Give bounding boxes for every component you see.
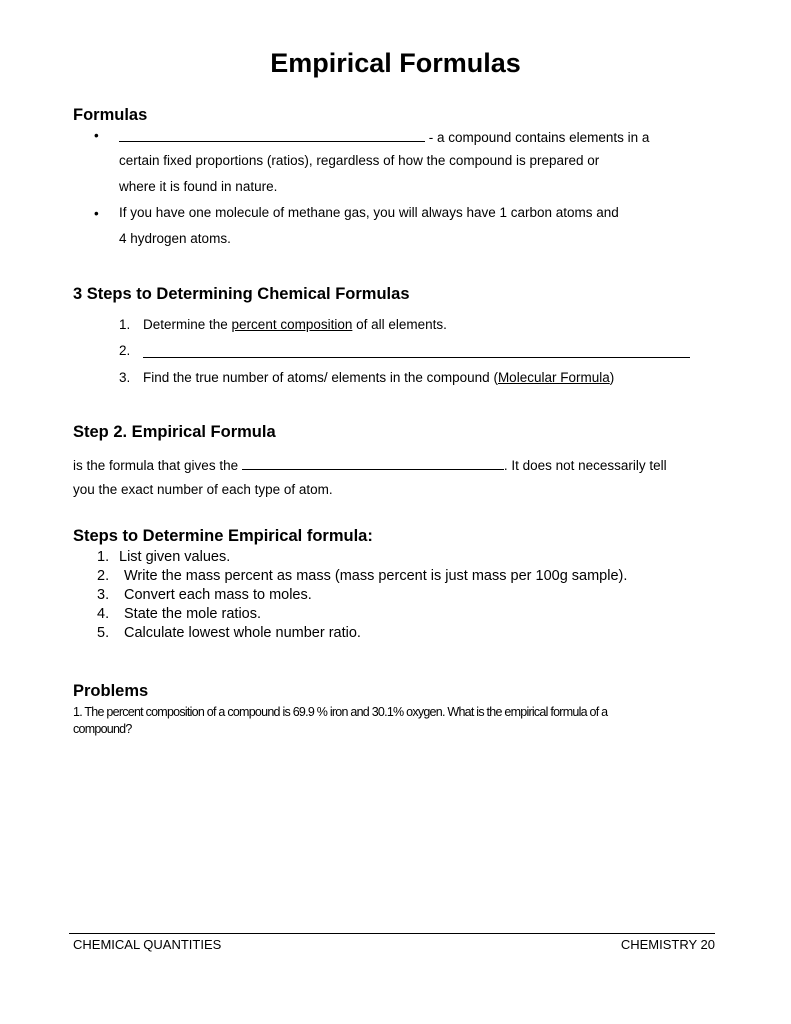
problem-1-line-1: 1. The percent composition of a compound is 69.9 % iron and 30.1% oxygen. What is the empirical formula of a <box>73 705 608 719</box>
empirical-step-5-text: Calculate lowest whole number ratio. <box>124 625 361 641</box>
bullet-2-marker: • <box>94 206 99 221</box>
step-1-text: Determine the percent composition of all elements. <box>143 317 447 332</box>
empirical-step-3-text: Convert each mass to moles. <box>124 587 312 603</box>
step-3-number: 3. <box>119 370 131 385</box>
empirical-step-4-text: State the mole ratios. <box>124 606 262 622</box>
step-2-number: 2. <box>119 343 131 358</box>
footer-right: CHEMISTRY 20 <box>620 937 715 952</box>
step-1-number: 1. <box>119 317 131 332</box>
fill-in-blank-1[interactable] <box>119 127 425 142</box>
footer-left: CHEMICAL QUANTITIES <box>73 937 222 952</box>
problem-1-line-2: compound? <box>73 722 132 736</box>
step-2-blank-row <box>143 343 690 361</box>
page-title: Empirical Formulas <box>270 48 521 78</box>
problems-heading: Problems <box>73 682 149 700</box>
bullet-2-line-2: 4 hydrogen atoms. <box>119 231 231 246</box>
empirical-step-1-text: List given values. <box>119 549 231 565</box>
bullet-1-text: - a compound contains elements in a <box>428 130 650 145</box>
step2-heading: Step 2. Empirical Formula <box>73 423 276 441</box>
bullet-1-line-1 <box>119 127 649 145</box>
step2-line-2: you the exact number of each type of atom. <box>73 482 333 497</box>
step-3-text: Find the true number of atoms/ elements in the compound (Molecular Formula) <box>143 370 615 385</box>
empirical-step-2-text: Write the mass percent as mass (mass percent is just mass per 100g sample). <box>124 568 628 584</box>
percent-composition-term: percent composition <box>231 317 353 332</box>
empirical-step-2-number: 2. <box>97 568 110 584</box>
empirical-step-5-number: 5. <box>97 625 110 641</box>
empirical-step-4-number: 4. <box>97 606 110 622</box>
steps-empirical-heading: Steps to Determine Empirical formula: <box>73 527 373 545</box>
empirical-step-3-number: 3. <box>97 587 110 603</box>
fill-in-blank-2[interactable] <box>143 343 690 358</box>
footer-divider <box>69 933 715 934</box>
bullet-1-line-2: certain fixed proportions (ratios), regardless of how the compound is prepared or <box>119 153 600 168</box>
three-steps-heading: 3 Steps to Determining Chemical Formulas <box>73 285 410 303</box>
bullet-1-marker: • <box>94 128 99 143</box>
step2-line-1: is the formula that gives the . It does not necessarily tell <box>73 455 667 473</box>
bullet-1-line-3: where it is found in nature. <box>119 179 278 194</box>
formulas-heading: Formulas <box>73 106 148 124</box>
fill-in-blank-3[interactable] <box>242 455 504 470</box>
empirical-step-1-number: 1. <box>97 549 110 565</box>
molecular-formula-term: Molecular Formula <box>497 370 610 385</box>
bullet-2-line-1: If you have one molecule of methane gas, you will always have 1 carbon atoms and <box>119 205 619 220</box>
